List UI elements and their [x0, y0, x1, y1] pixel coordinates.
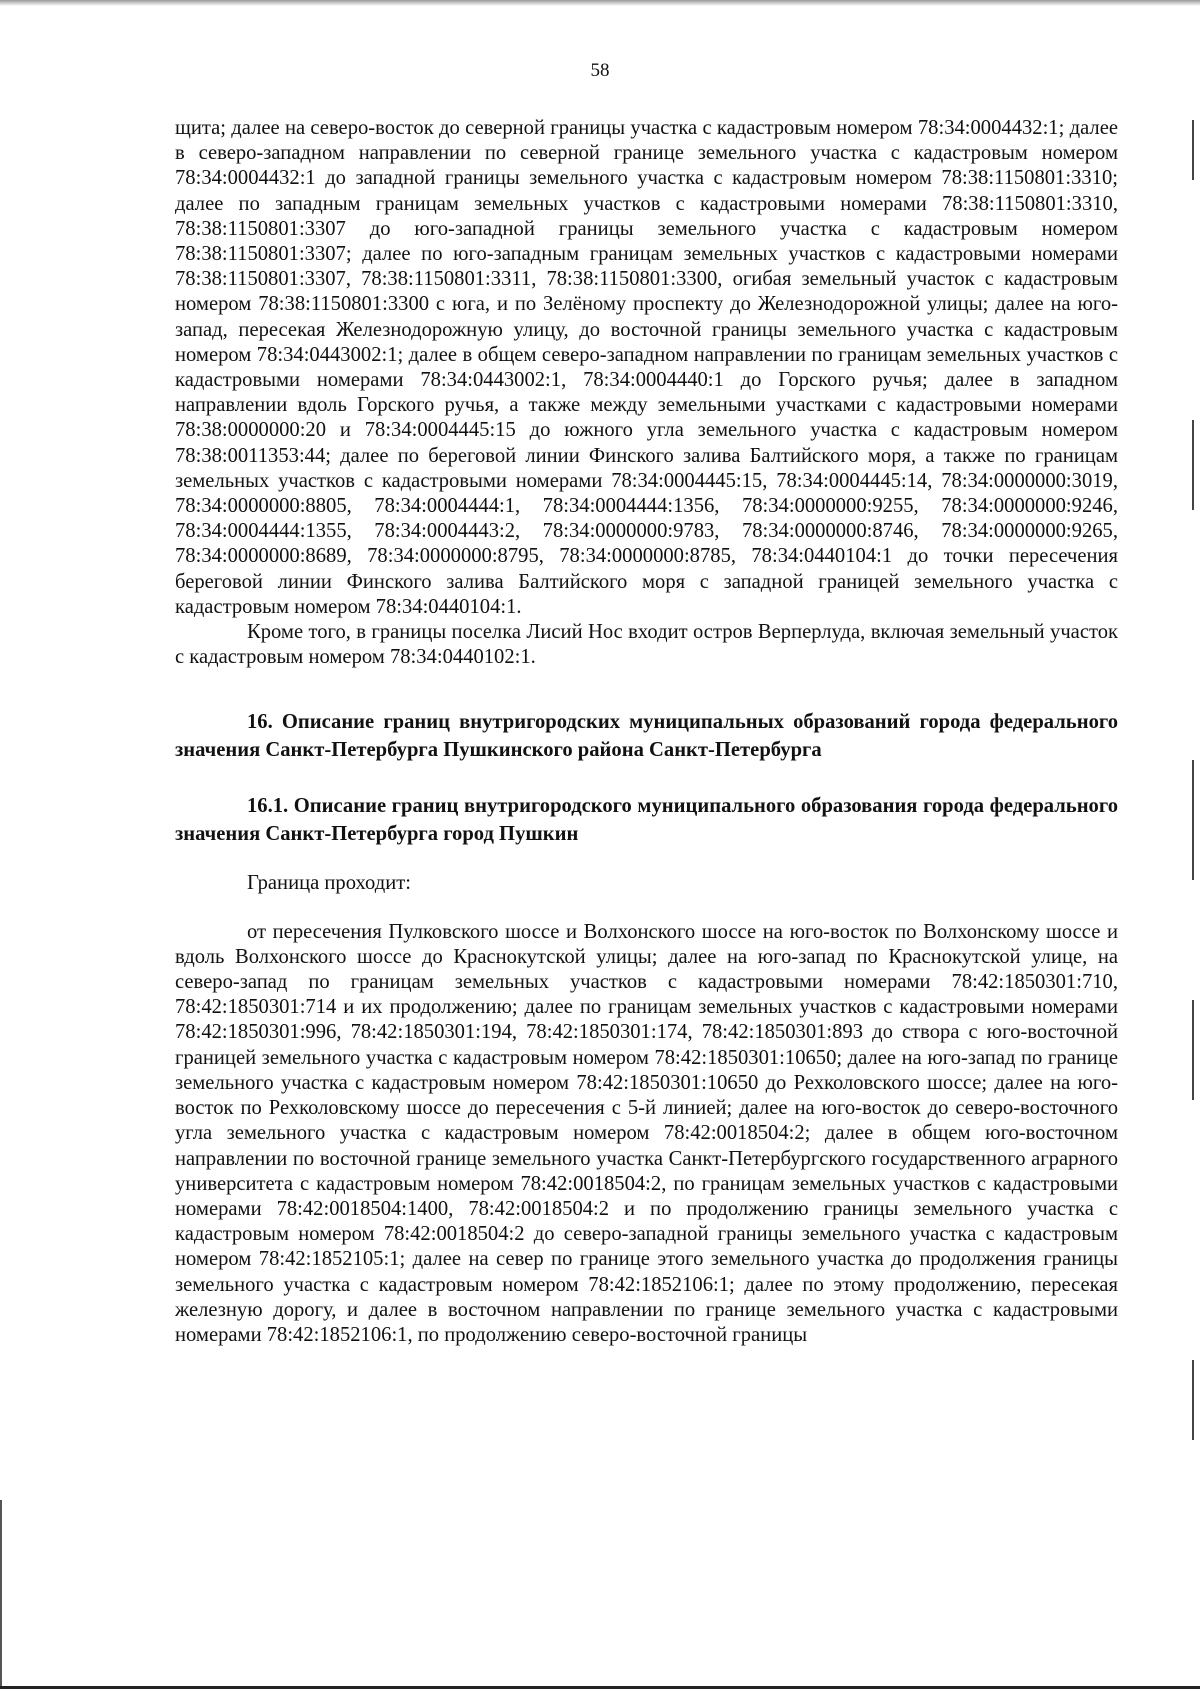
- scan-mark-right: [1192, 760, 1194, 880]
- spacer: [175, 897, 1118, 920]
- spacer: [175, 848, 1118, 871]
- document-body: [175, 116, 1118, 1348]
- section-heading-16-1: 16.1. Описание границ внутригородского муниципального образования города федерального значения Санкт-Петербурга город Пушкин: [175, 795, 1118, 846]
- paragraph-boundary-continued: щита; далее на северо-восток до северной границы участка с кадастровым номером 78:34:0004432:1; далее в северо-западном направлении по северной границе земельного участка с кадастровым номером 78:34:0004432:1 до западной границы земельного участка с кадастровым номером 78:38:1150801:3310; далее по западным границам земельных участков с кадастровыми номерами 78:38:1150801:3310, 78:38:1150801:3307 до юго-западной границы земельного участка с кадастровым номером 78:38:1150801:3307; далее по юго-западным границам земельных участков с кадастровыми номерами 78:38:1150801:3307, 78:38:1150801:3311, 78:38:1150801:3300, огибая земельный участок с кадастровым номером 78:38:1150801:3300 с юга, и по Зелёному проспекту до Железнодорожной улицы; далее на юго-запад, пересекая Железнодорожную улицу, до восточной границы земельного участка с кадастровым номером 78:34:0443002:1; далее в общем северо-западном направлении по границам земельных участков с кадастровыми номерами 78:34:0443002:1, 78:34:0004440:1 до Горского ручья; далее в западном направлении вдоль Горского ручья, а также между земельными участками с кадастровыми номерами 78:38:0000000:20 и 78:34:0004445:15 до южного угла земельного участка с кадастровым номером 78:38:0011353:44; далее по береговой линии Финского залива Балтийского моря, а также по границам земельных участков с кадастровыми номерами 78:34:0004445:15, 78:34:0004445:14, 78:34:0000000:3019, 78:34:0000000:8805, 78:34:0004444:1, 78:34:0004444:1356, 78:34:0000000:9255, 78:34:0000000:9246, 78:34:0004444:1355, 78:34:0004443:2, 78:34:0000000:9783, 78:34:0000000:8746, 78:34:0000000:9265, 78:34:0000000:8689, 78:34:0000000:8795, 78:34:0000000:8785, 78:34:0440104:1 до точки пересечения береговой линии Финского залива Балтийского моря с западной границей земельного участка с кадастровым номером 78:34:0440104:1.: [175, 117, 1118, 618]
- scan-edge-top: [0, 0, 1200, 6]
- scan-edge-left: [0, 1500, 2, 1686]
- scan-mark-right: [1192, 420, 1194, 510]
- spacer: [175, 764, 1118, 792]
- boundary-intro: Граница проходит:: [247, 872, 411, 895]
- scan-mark-right: [1192, 120, 1194, 180]
- paragraph-verperluda-island: Кроме того, в границы поселка Лисий Нос входит остров Верперлуда, включая земельный участок с кадастровым номером 78:34:0440102:1.: [175, 621, 1118, 669]
- scan-edge-bottom: [0, 1686, 1200, 1689]
- section-heading-16: 16. Описание границ внутригородских муниципальных образований города федерального значения Санкт-Петербурга Пушкинского района Санкт-Петербурга: [175, 711, 1118, 762]
- page-number: 58: [590, 60, 610, 81]
- scan-mark-right: [1192, 1360, 1194, 1440]
- scan-mark-right: [1192, 1000, 1194, 1100]
- spacer: [175, 670, 1118, 708]
- paragraph-pushkin-boundary: от пересечения Пулковского шоссе и Волхонского шоссе на юго-восток по Волхонскому шоссе и вдоль Волхонского шоссе до Краснокутской улицы; далее на юго-запад по Краснокутской улице, на северо-запад по границам земельных участков с кадастровыми номерами 78:42:1850301:710, 78:42:1850301:714 и их продолжению; далее по границам земельных участков с кадастровыми номерами 78:42:1850301:996, 78:42:1850301:194, 78:42:1850301:174, 78:42:1850301:893 до створа с юго-восточной границей земельного участка с кадастровым номером 78:42:1850301:10650; далее на юго-запад по границе земельного участка с кадастровым номером 78:42:1850301:10650 до Рехколовского шоссе; далее на юго-восток по Рехколовскому шоссе до пересечения с 5-й линией; далее на юго-восток до северо-восточного угла земельного участка с кадастровым номером 78:42:0018504:2; далее в общем юго-восточном направлении по восточной границе земельного участка Санкт-Петербургского государственного аграрного университета с кадастровым номером 78:42:0018504:2, по границам земельных участков с кадастровыми номерами 78:42:0018504:1400, 78:42:0018504:2 и по продолжению границы земельного участка с кадастровым номером 78:42:0018504:2 до северо-западной границы земельного участка с кадастровым номером 78:42:1852105:1; далее на север по границе этого земельного участка до продолжения границы земельного участка с кадастровым номером 78:42:1852106:1; далее по этому продолжению, пересекая железную дорогу, и далее в восточном направлении по границе земельного участка с кадастровыми номерами 78:42:1852106:1, по продолжению северо-восточной границы: [175, 920, 1118, 1346]
